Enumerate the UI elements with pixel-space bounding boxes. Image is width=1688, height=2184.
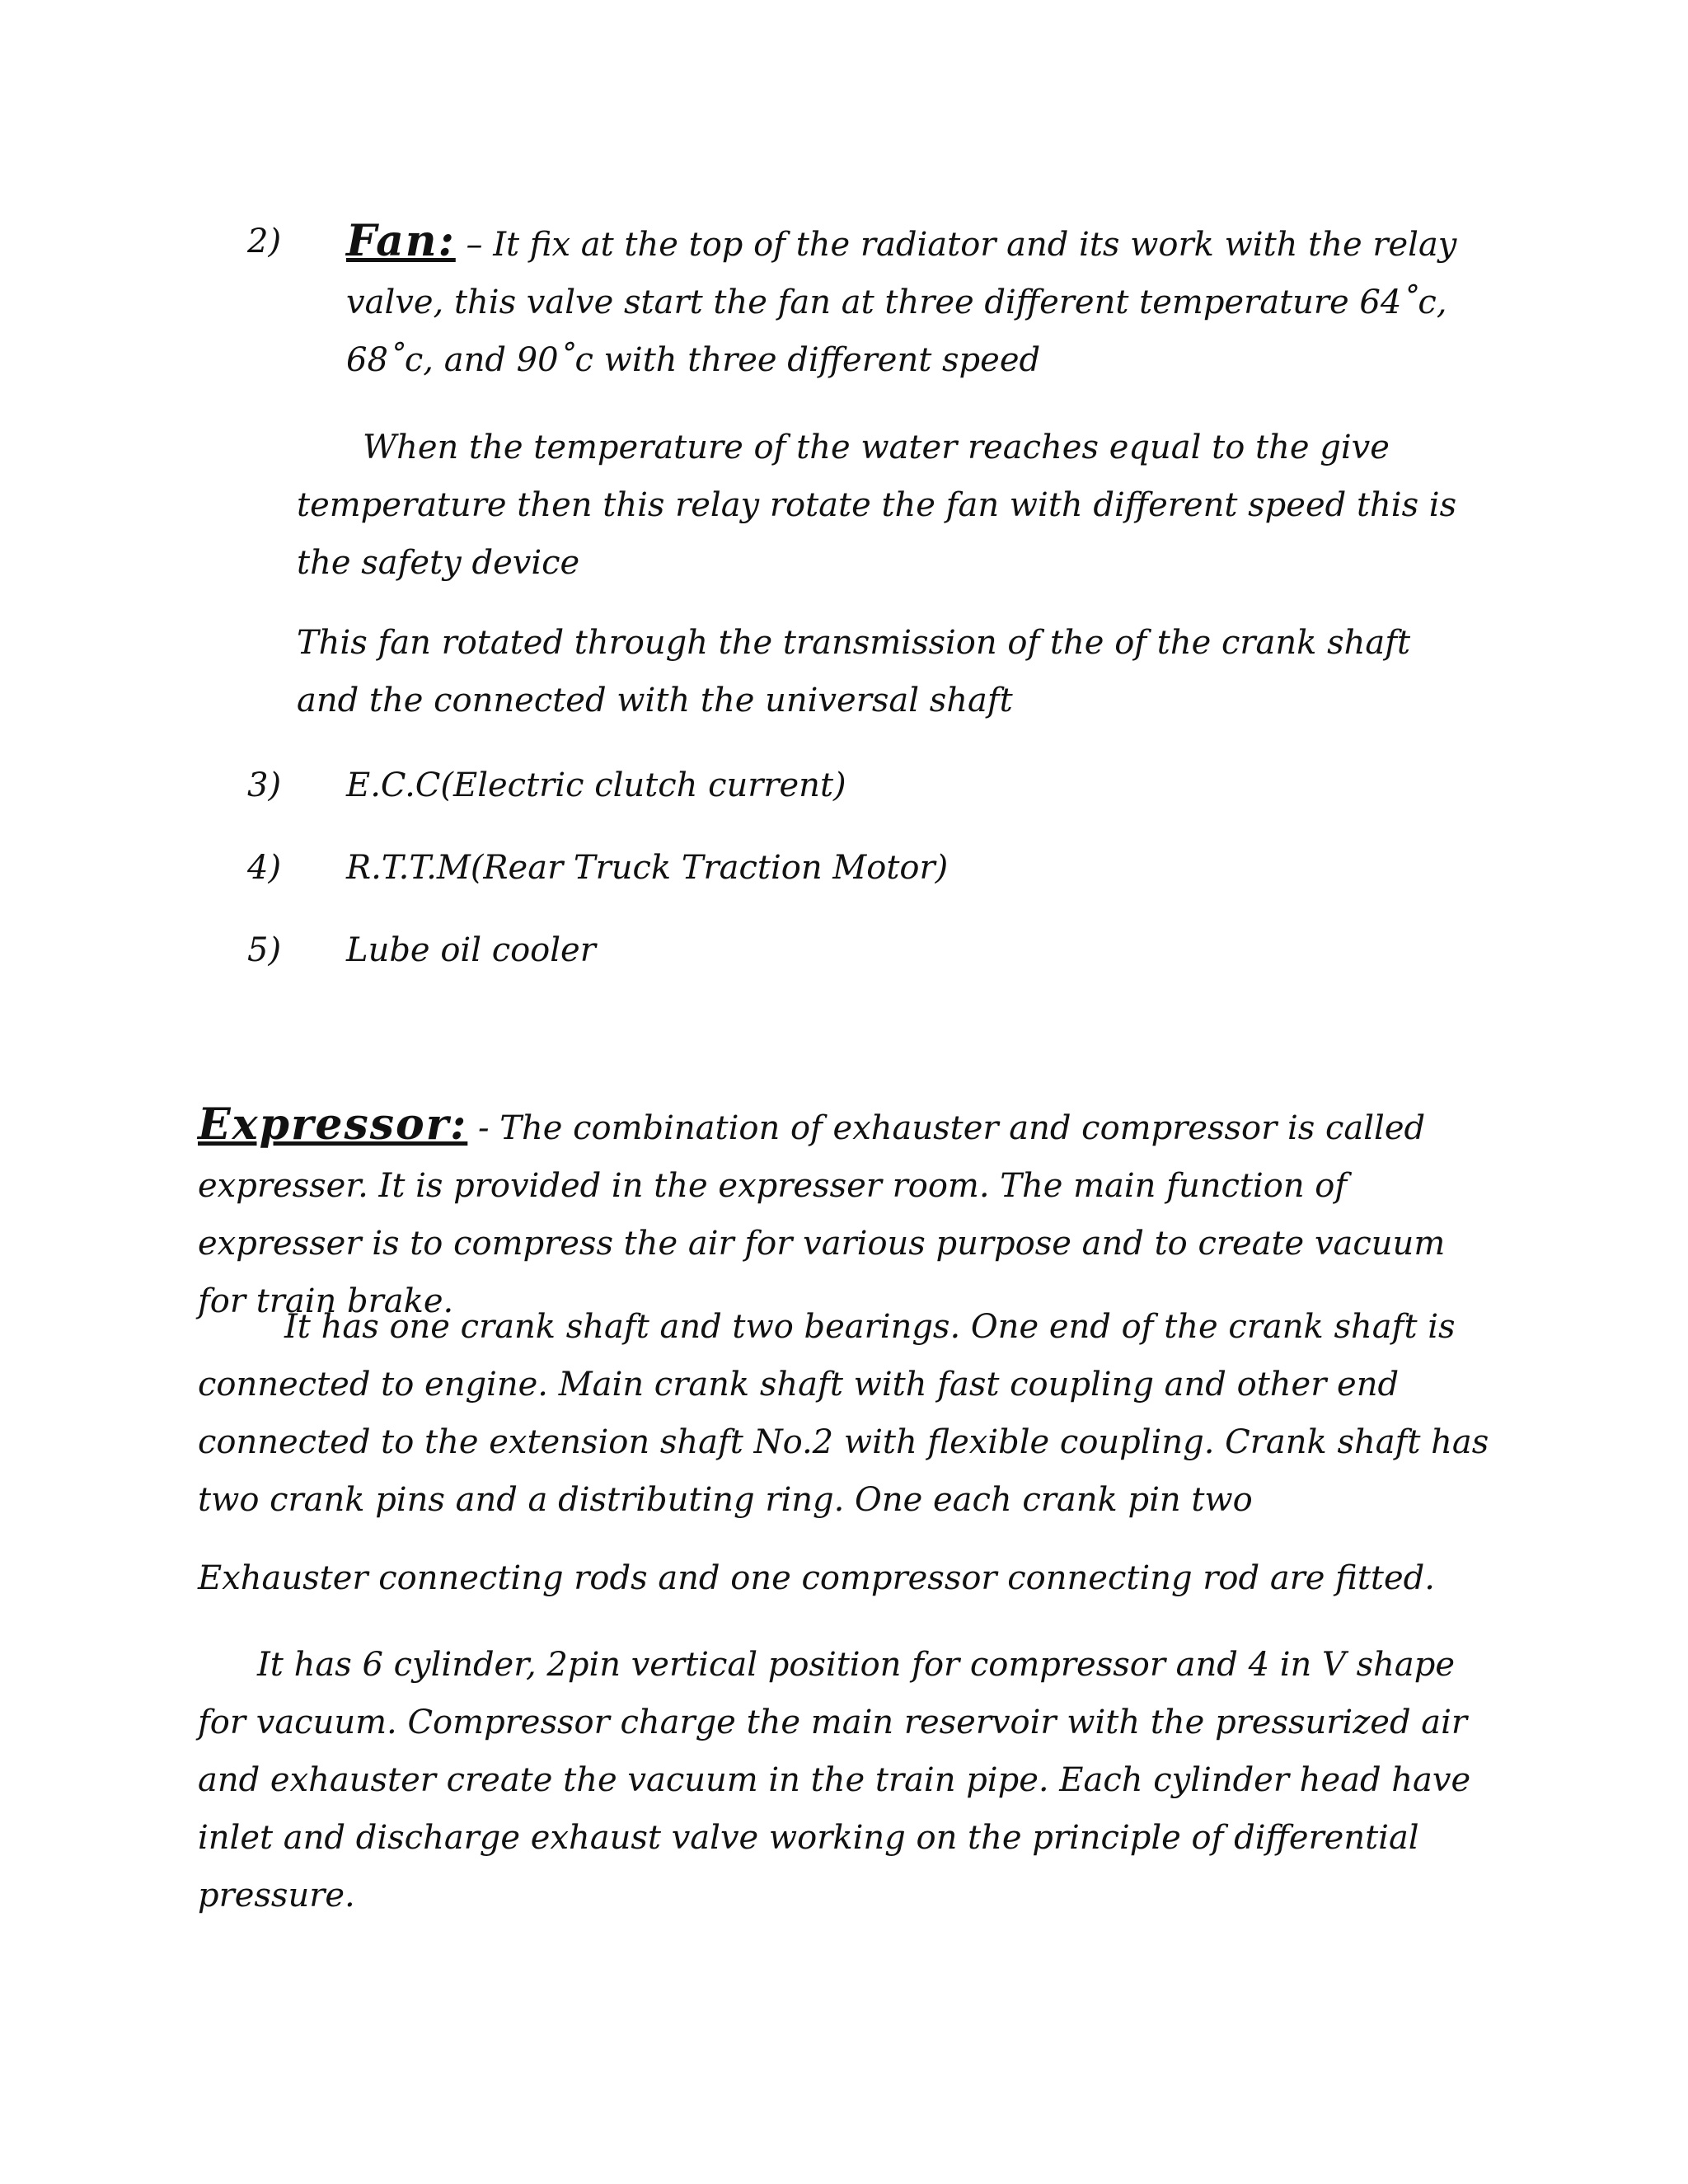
list-number: 2) — [247, 223, 282, 260]
fan-text: It fix at the top of the radiator and its work with the relay valve, this valve start the fan at three different temperature 64˚c, 68˚c, and 90˚c with three different speed — [346, 226, 1457, 379]
list-item — [247, 839, 1484, 897]
expressor-intro-text: The combination of exhauster and compressor is called expresser. It is provided in the expresser room. The main function of expresser is to compress the air for various purpose and to create vacuum for train brake. — [198, 1109, 1446, 1320]
list-item-text: E.C.C(Electric clutch current) — [346, 766, 846, 804]
heading-separator: – — [455, 226, 494, 264]
list-item-text: R.T.T.M(Rear Truck Traction Motor) — [346, 849, 949, 887]
list-number: 4) — [247, 849, 282, 887]
list-number: 3) — [247, 766, 282, 804]
expressor-paragraph-2: Exhauster connecting rods and one compressor connecting rod are fitted. — [198, 1559, 1435, 1597]
fan-paragraph-2: This fan rotated through the transmission of the of the crank shaft and the connected with the universal shaft — [297, 624, 1411, 719]
list-item — [247, 757, 1484, 814]
list-number: 5) — [247, 931, 282, 969]
fan-heading: Fan: — [346, 216, 456, 266]
heading-separator: - — [467, 1109, 500, 1147]
list-item-fan — [247, 213, 1484, 394]
expressor-paragraph-1: It has one crank shaft and two bearings. One end of the crank shaft is connected to engine. Main crank shaft with fast coupling and other end connected to the extension shaft No.2 with flexible coupling. Crank shaft has two crank pins and a distributing ring. One each crank pin two — [198, 1308, 1489, 1519]
expressor-paragraph-3: It has 6 cylinder, 2pin vertical position for compressor and 4 in V shape for vacuum. Compressor charge the main reservoir with the pressurized air and exhauster create the vacuum in the train pipe. Each cylinder head have inlet and discharge exhaust valve working on the principle of differential pressure. — [198, 1646, 1471, 1915]
fan-description — [346, 213, 1467, 389]
list-item-text: Lube oil cooler — [346, 931, 596, 969]
fan-paragraph-1: When the temperature of the water reaches equal to the give temperature then this relay rotate the fan with different speed this is the safety device — [297, 429, 1457, 582]
expressor-heading: Expressor: — [198, 1099, 468, 1150]
list-item — [247, 921, 1484, 979]
expressor-intro — [198, 1096, 1492, 1330]
